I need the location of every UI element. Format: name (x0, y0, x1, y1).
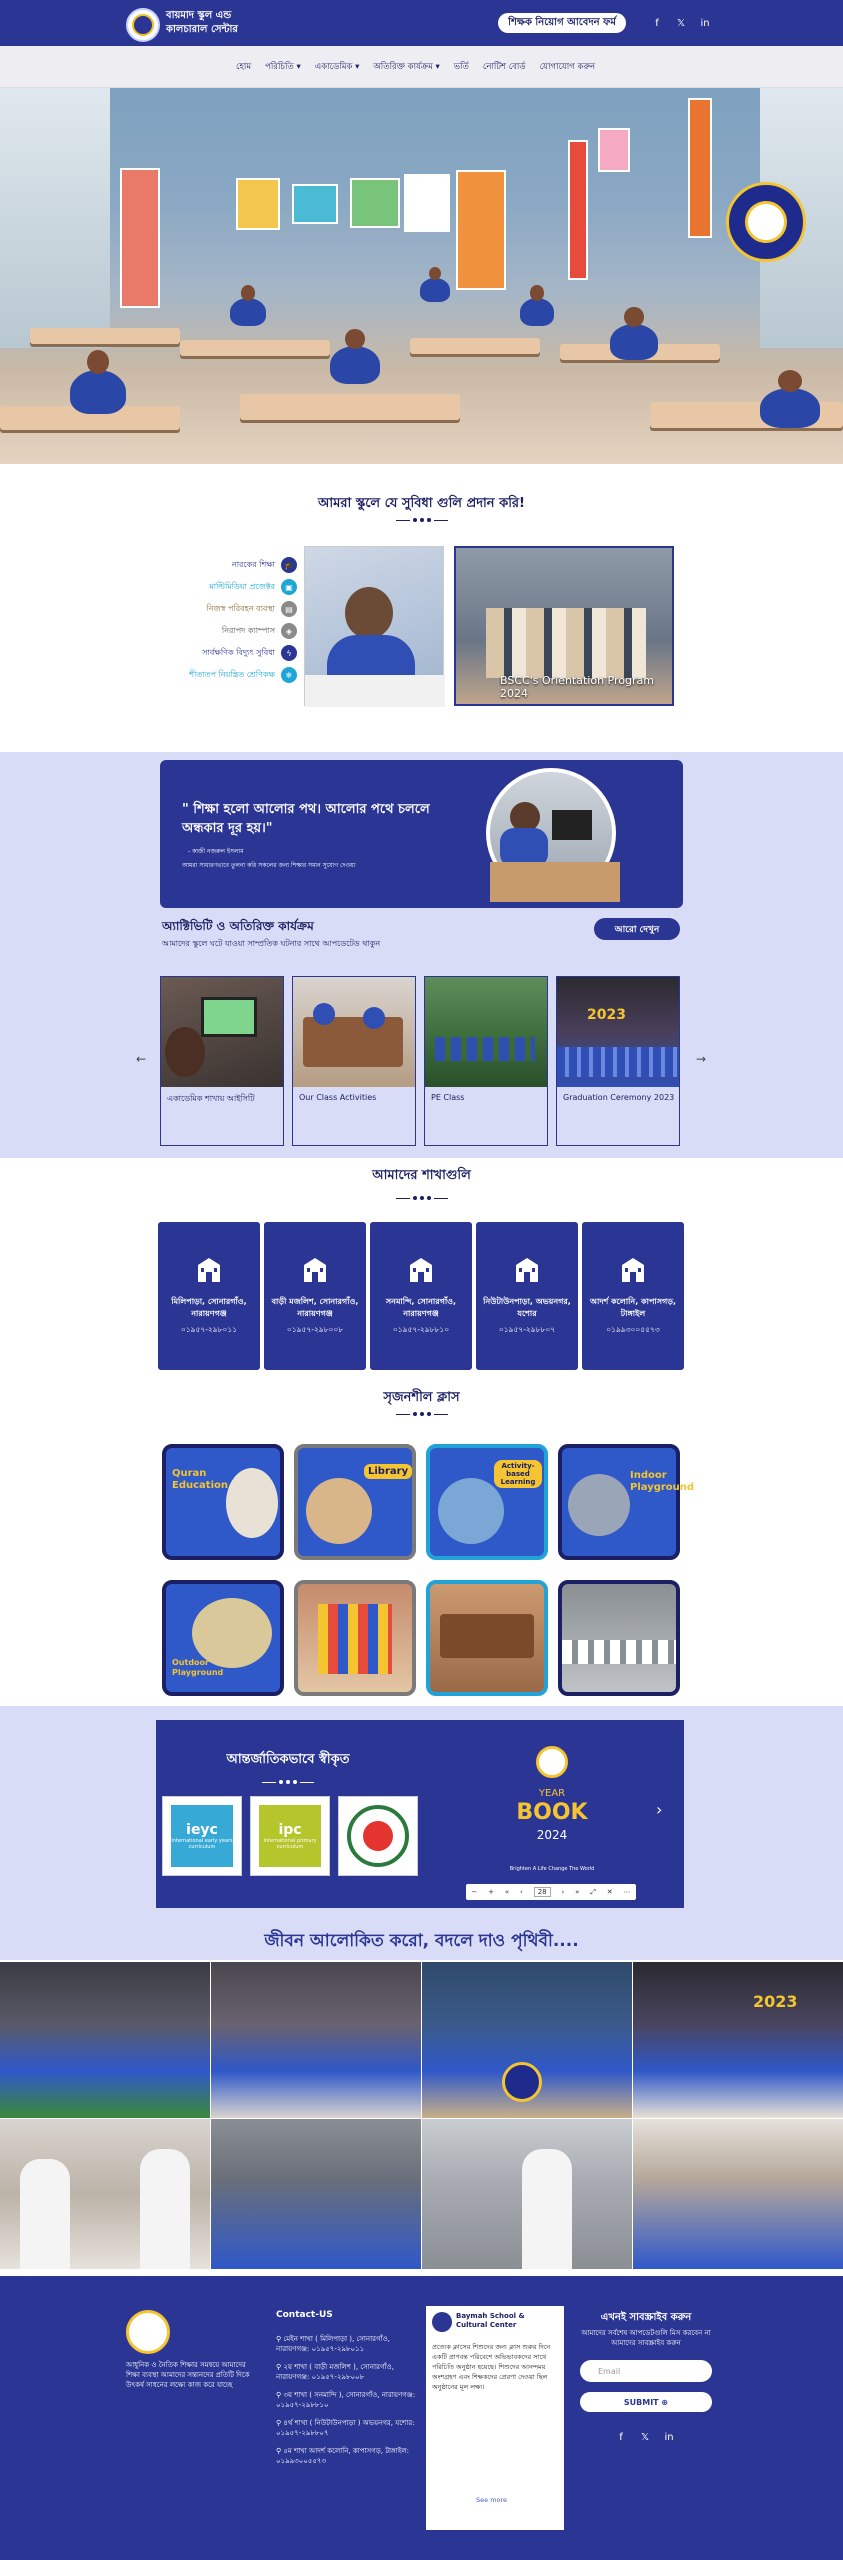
school-building-icon (302, 1256, 328, 1284)
zoom-out-icon[interactable]: − (471, 1888, 478, 1896)
facility-item: শীতাতপ নিয়ন্ত্রিত শ্রেণিকক্ষ ❄ (189, 666, 297, 684)
creative-class-label: Quran Education (172, 1468, 228, 1491)
branch-card[interactable] (370, 1222, 472, 1370)
branch-card[interactable] (582, 1222, 684, 1370)
hero-school-seal (726, 182, 806, 262)
school-building-icon (514, 1256, 540, 1284)
branch-name: বাড়ী মজলিশ, সোনারগাঁও, নারায়ণগঞ্জ (271, 1297, 359, 1318)
creative-class-card[interactable] (558, 1580, 680, 1696)
fullscreen-icon[interactable]: ⤢ (590, 1887, 596, 1896)
first-page-icon[interactable]: « (504, 1888, 510, 1896)
contact-item: ⚲ মেইন শাখা ( মিলিপাড়া ), সোনারগাঁও, নারায়ণগঞ্জ: ০১৯৫৭-২৯৮০১১ (276, 2335, 390, 2353)
next-page-icon[interactable]: › (561, 1888, 565, 1896)
linkedin-icon[interactable]: in (700, 17, 710, 29)
student-laptop-photo (486, 768, 616, 898)
contact-title: Contact-US (276, 2310, 333, 2320)
yearbook-year-number: 2024 (536, 1828, 568, 1842)
facebook-feed-widget[interactable] (426, 2306, 564, 2530)
bolt-icon: ϟ (281, 645, 297, 661)
branch-phone: ০১৯৯৩০০৫৫৭৩ (606, 1325, 660, 1334)
projector-icon: ▣ (281, 579, 297, 595)
facility-item: নিজস্ব পরিবহন ব্যবস্থা ▤ (206, 600, 297, 618)
branch-phone: ০১৯৫৭-২৯৮০০৮ (286, 1325, 344, 1334)
government-seal-badge (338, 1796, 418, 1876)
school-logo[interactable] (126, 8, 160, 42)
nav-admission[interactable]: ভর্তি (453, 62, 469, 72)
activity-card-caption: Graduation Ceremony 2023 (563, 1093, 675, 1102)
facility-item: নিরাপদ ক্যাম্পাস ◈ (222, 622, 297, 640)
linkedin-icon[interactable]: in (664, 2431, 674, 2443)
location-pin-icon: ⚲ (276, 2391, 284, 2399)
nav-contact[interactable]: যোগাযোগ করুন (539, 62, 596, 72)
location-pin-icon: ⚲ (276, 2335, 284, 2343)
yearbook-tagline: Brighten A Life Change The World (509, 1866, 595, 1872)
quote-author: - কাজী নজরুল ইসলাম (188, 848, 244, 855)
school-building-icon (408, 1256, 434, 1284)
next-arrow-icon[interactable]: → (696, 1052, 707, 1066)
school-building-icon (620, 1256, 646, 1284)
orientation-caption: BSCC's Orientation Program 2024 (500, 674, 654, 700)
facebook-icon[interactable]: f (619, 2431, 623, 2443)
last-page-icon[interactable]: » (575, 1888, 580, 1896)
creative-class-card[interactable] (162, 1444, 284, 1560)
newsletter-text: আমাদের সর্বশেষ আপডেটগুলি মিস করবেন না আমাদের সাবস্ক্রাইব করুন (581, 2329, 711, 2347)
activities-title: অ্যাক্টিভিটি ও অতিরিক্ত কার্যক্রম (162, 919, 314, 933)
ac-icon: ❄ (281, 667, 297, 683)
title-divider (392, 1412, 452, 1416)
gallery-photo[interactable] (422, 1962, 632, 2118)
location-pin-icon: ⚲ (276, 2419, 284, 2427)
nav-about[interactable]: পরিচিতি ▾ (265, 62, 301, 72)
branch-card[interactable] (476, 1222, 578, 1370)
branch-name: আদর্শ কলোনি, কাপাসগড়, টাঙ্গাইল (590, 1297, 676, 1318)
footer-logo[interactable] (126, 2310, 170, 2354)
facebook-icon[interactable]: f (655, 17, 659, 29)
branch-name: নিউটাউনপাড়া, অভয়নগর, যশোর (483, 1297, 571, 1318)
girl-writing-photo (304, 546, 444, 706)
fb-post-text: প্রত্যেক ক্লাসের শিশুদের জন্য ক্লাস শুরুর দিনে একটি প্রাণবন্ত পরিবেশে অভিভাবকদের সাথে পরিচিতি অনুষ্ঠান হয়েছে। শিশুদের আনন্দময় অংশগ্রহণ এবং শিক্ষকদের প্রেরণা দেওয়া ছিল অনুষ্ঠানের মূল লক্ষ্য। (432, 2343, 551, 2391)
footer-about: আধুনিক ও নৈতিক শিক্ষার সমন্বয়ে আমাদের শিক্ষা ব্যবস্থা আমাদের সন্তানদের প্রতিটি দিকে উৎকর্ষ সাধনের লক্ষ্যে কাজ করে যাচ্ছে (126, 2361, 250, 2389)
prev-arrow-icon[interactable]: ← (136, 1052, 147, 1066)
contact-item: ⚲ ৩য় শাখা ( সনমান্দি ), সোনারগাঁও, নারায়ণগঞ্জ: ০১৯৫৭-২৯৮৮১০ (276, 2391, 416, 2409)
close-viewer-icon[interactable]: ✕ (606, 1888, 613, 1896)
activity-card[interactable] (160, 976, 284, 1146)
fb-page-name[interactable]: Baymah School & Cultural Center (456, 2312, 525, 2329)
brand-line-1: বায়মাদ স্কুল এন্ড (166, 10, 232, 21)
location-pin-icon: ⚲ (276, 2363, 284, 2371)
creative-class-label: Outdoor Playground (172, 1658, 224, 1677)
creative-class-label: Library (364, 1464, 412, 1479)
ipc-badge: ipc international primary curriculum (250, 1796, 330, 1876)
recognition-title: আন্তর্জাতিকভাবে স্বীকৃত (226, 1752, 350, 1767)
creative-class-card[interactable] (294, 1444, 416, 1560)
nav-academic[interactable]: একাডেমিক ▾ (314, 62, 360, 72)
facility-item: নারকের শিক্ষা 🎓 (232, 556, 297, 574)
branch-name: সনমান্দি, সোনারগাঁও, নারায়ণগঞ্জ (385, 1297, 457, 1318)
quote-banner (160, 760, 683, 908)
page-number[interactable]: 28 (534, 1887, 551, 1897)
yearbook-viewer (420, 1720, 684, 1908)
location-pin-icon: ⚲ (276, 2447, 284, 2455)
gallery-photo[interactable] (0, 2119, 210, 2269)
creative-class-card[interactable] (162, 1580, 284, 1696)
gallery-photo[interactable] (422, 2119, 632, 2269)
creative-class-label: Activity-based Learning (494, 1460, 542, 1488)
x-icon[interactable]: 𝕏 (676, 17, 686, 29)
creative-class-card[interactable] (426, 1580, 548, 1696)
site-footer (0, 2276, 843, 2560)
submit-button[interactable]: SUBMIT ⊕ (580, 2392, 712, 2412)
brand-name[interactable] (166, 9, 238, 37)
creative-class-card[interactable] (426, 1444, 548, 1560)
creative-class-card[interactable] (558, 1444, 695, 1560)
gallery-photo[interactable] (211, 2119, 421, 2269)
branch-card[interactable] (158, 1222, 260, 1370)
title-divider (392, 1196, 452, 1200)
contact-item: ⚲ ৪র্থ শাখা ( নিউটাউনপাড়া ) অভয়নগর, যশোর: ০১৯৫৭-২৯৮৮০৭ (276, 2419, 415, 2437)
slogan-heading: জীবন আলোকিত করো, বদলে দাও পৃথিবী.... (264, 1931, 579, 1951)
activities-subtitle: আমাদের স্কুলে ঘটে যাওয়া সাম্প্রতিক ঘটনার সাথে আপডেটেড থাকুন (162, 939, 381, 948)
top-bar (0, 0, 843, 46)
activity-card[interactable] (424, 976, 548, 1146)
gallery-photo[interactable]: 2023 (633, 1962, 843, 2118)
branch-card[interactable] (264, 1222, 366, 1370)
creative-class-label: Indoor Playground (630, 1470, 695, 1493)
nav-extracurricular[interactable]: অতিরিক্ত কার্যক্রম ▾ (373, 62, 440, 72)
title-divider (258, 1780, 318, 1784)
branches-title: আমাদের শাখাগুলি (372, 1168, 471, 1183)
shield-icon: ◈ (281, 623, 297, 639)
bus-icon: ▤ (281, 601, 297, 617)
facility-item: মাল্টিমিডিয়া প্রজেক্টর ▣ (209, 578, 297, 596)
branch-phone: ০১৯৫৭-২৯৮৮১০ (392, 1325, 450, 1334)
zoom-in-icon[interactable]: + (488, 1888, 495, 1896)
contact-item: ⚲ ৫ম শাখা আদর্শ কলোনি, কাপাসগড়, টাঙ্গাইল: ০১৯৯৩০০৫৫৭৩ (276, 2447, 409, 2465)
classroom-photo (0, 88, 843, 464)
gallery-photo[interactable] (0, 1962, 210, 2118)
prev-page-icon[interactable]: ‹ (520, 1888, 523, 1896)
activity-card-caption: Our Class Activities (299, 1093, 377, 1102)
x-icon[interactable]: 𝕏 (640, 2431, 650, 2443)
activity-card-caption: PE Class (431, 1093, 465, 1102)
school-building-icon (196, 1256, 222, 1284)
activity-card[interactable]: 2023 Graduation Ceremony 2023 (556, 976, 680, 1146)
facility-item: সার্বক্ষণিক বিদ্যুৎ সুবিধা ϟ (202, 644, 297, 662)
nav-notice-board[interactable]: নোটিশ বোর্ড (482, 62, 526, 72)
orientation-photo[interactable] (454, 546, 674, 706)
branch-name: মিলিপাড়া, সোনারগাঁও, নারায়ণগঞ্জ (171, 1297, 247, 1318)
gallery-photo[interactable] (211, 1962, 421, 2118)
activity-card[interactable] (292, 976, 416, 1146)
main-nav (0, 46, 843, 88)
gallery-photo[interactable] (633, 2119, 843, 2269)
branch-phone: ০১৯৫৭-২৯৮৮০৭ (498, 1325, 556, 1334)
viewer-toolbar (466, 1884, 636, 1900)
hero-banner (0, 88, 843, 464)
yearbook-year-word: YEAR (538, 1788, 566, 1799)
quote-text: " শিক্ষা হলো আলোর পথ। আলোর পথে চললে অন্ধকার দূর হয়।" (182, 802, 430, 836)
next-page-chevron-icon[interactable]: › (656, 1800, 663, 1819)
title-divider (392, 518, 452, 522)
see-more-button[interactable]: আরো দেখুন (594, 918, 680, 940)
facilities-title: আমরা স্কুলে যে সুবিধা গুলি প্রদান করি! (318, 496, 525, 511)
ieyc-badge: ieyc international early years curriculum (162, 1796, 242, 1876)
fb-see-more-link[interactable]: See more (476, 2496, 508, 2504)
graduation-icon: 🎓 (281, 557, 297, 573)
yearbook-book-word: BOOK (516, 1800, 588, 1825)
contact-item: ⚲ ২য় শাখা ( বাড়ী মজলিশ ), সোনারগাঁও, নারায়ণগঞ্জ: ০১৯৫৭-২৯৮০০৮ (276, 2363, 394, 2381)
creative-title: সৃজনশীল ক্লাস (383, 1390, 460, 1405)
activity-card-caption: একাডেমিক শাখায় আইসিটি (167, 1094, 255, 1103)
more-options-icon[interactable]: ⋯ (623, 1888, 631, 1896)
teacher-application-button[interactable]: শিক্ষক নিয়োগ আবেদন ফর্ম (498, 13, 626, 33)
nav-home[interactable]: হোম (236, 62, 252, 72)
quote-sub: আমরা সাধারণভাবে তুলনা করি সকলের জন্য শিক্ষার সমান সুযোগ দেওয়া (182, 862, 356, 869)
branch-phone: ০১৯৫৭-২৯৮০১১ (180, 1325, 238, 1334)
creative-class-card[interactable] (294, 1580, 416, 1696)
yearbook-cover[interactable] (502, 1740, 602, 1890)
brand-line-2: কালচারাল সেন্টার (166, 24, 238, 35)
newsletter-title: এখনই সাবস্ক্রাইব করুন (600, 2312, 692, 2323)
email-input[interactable]: Email (580, 2360, 712, 2382)
